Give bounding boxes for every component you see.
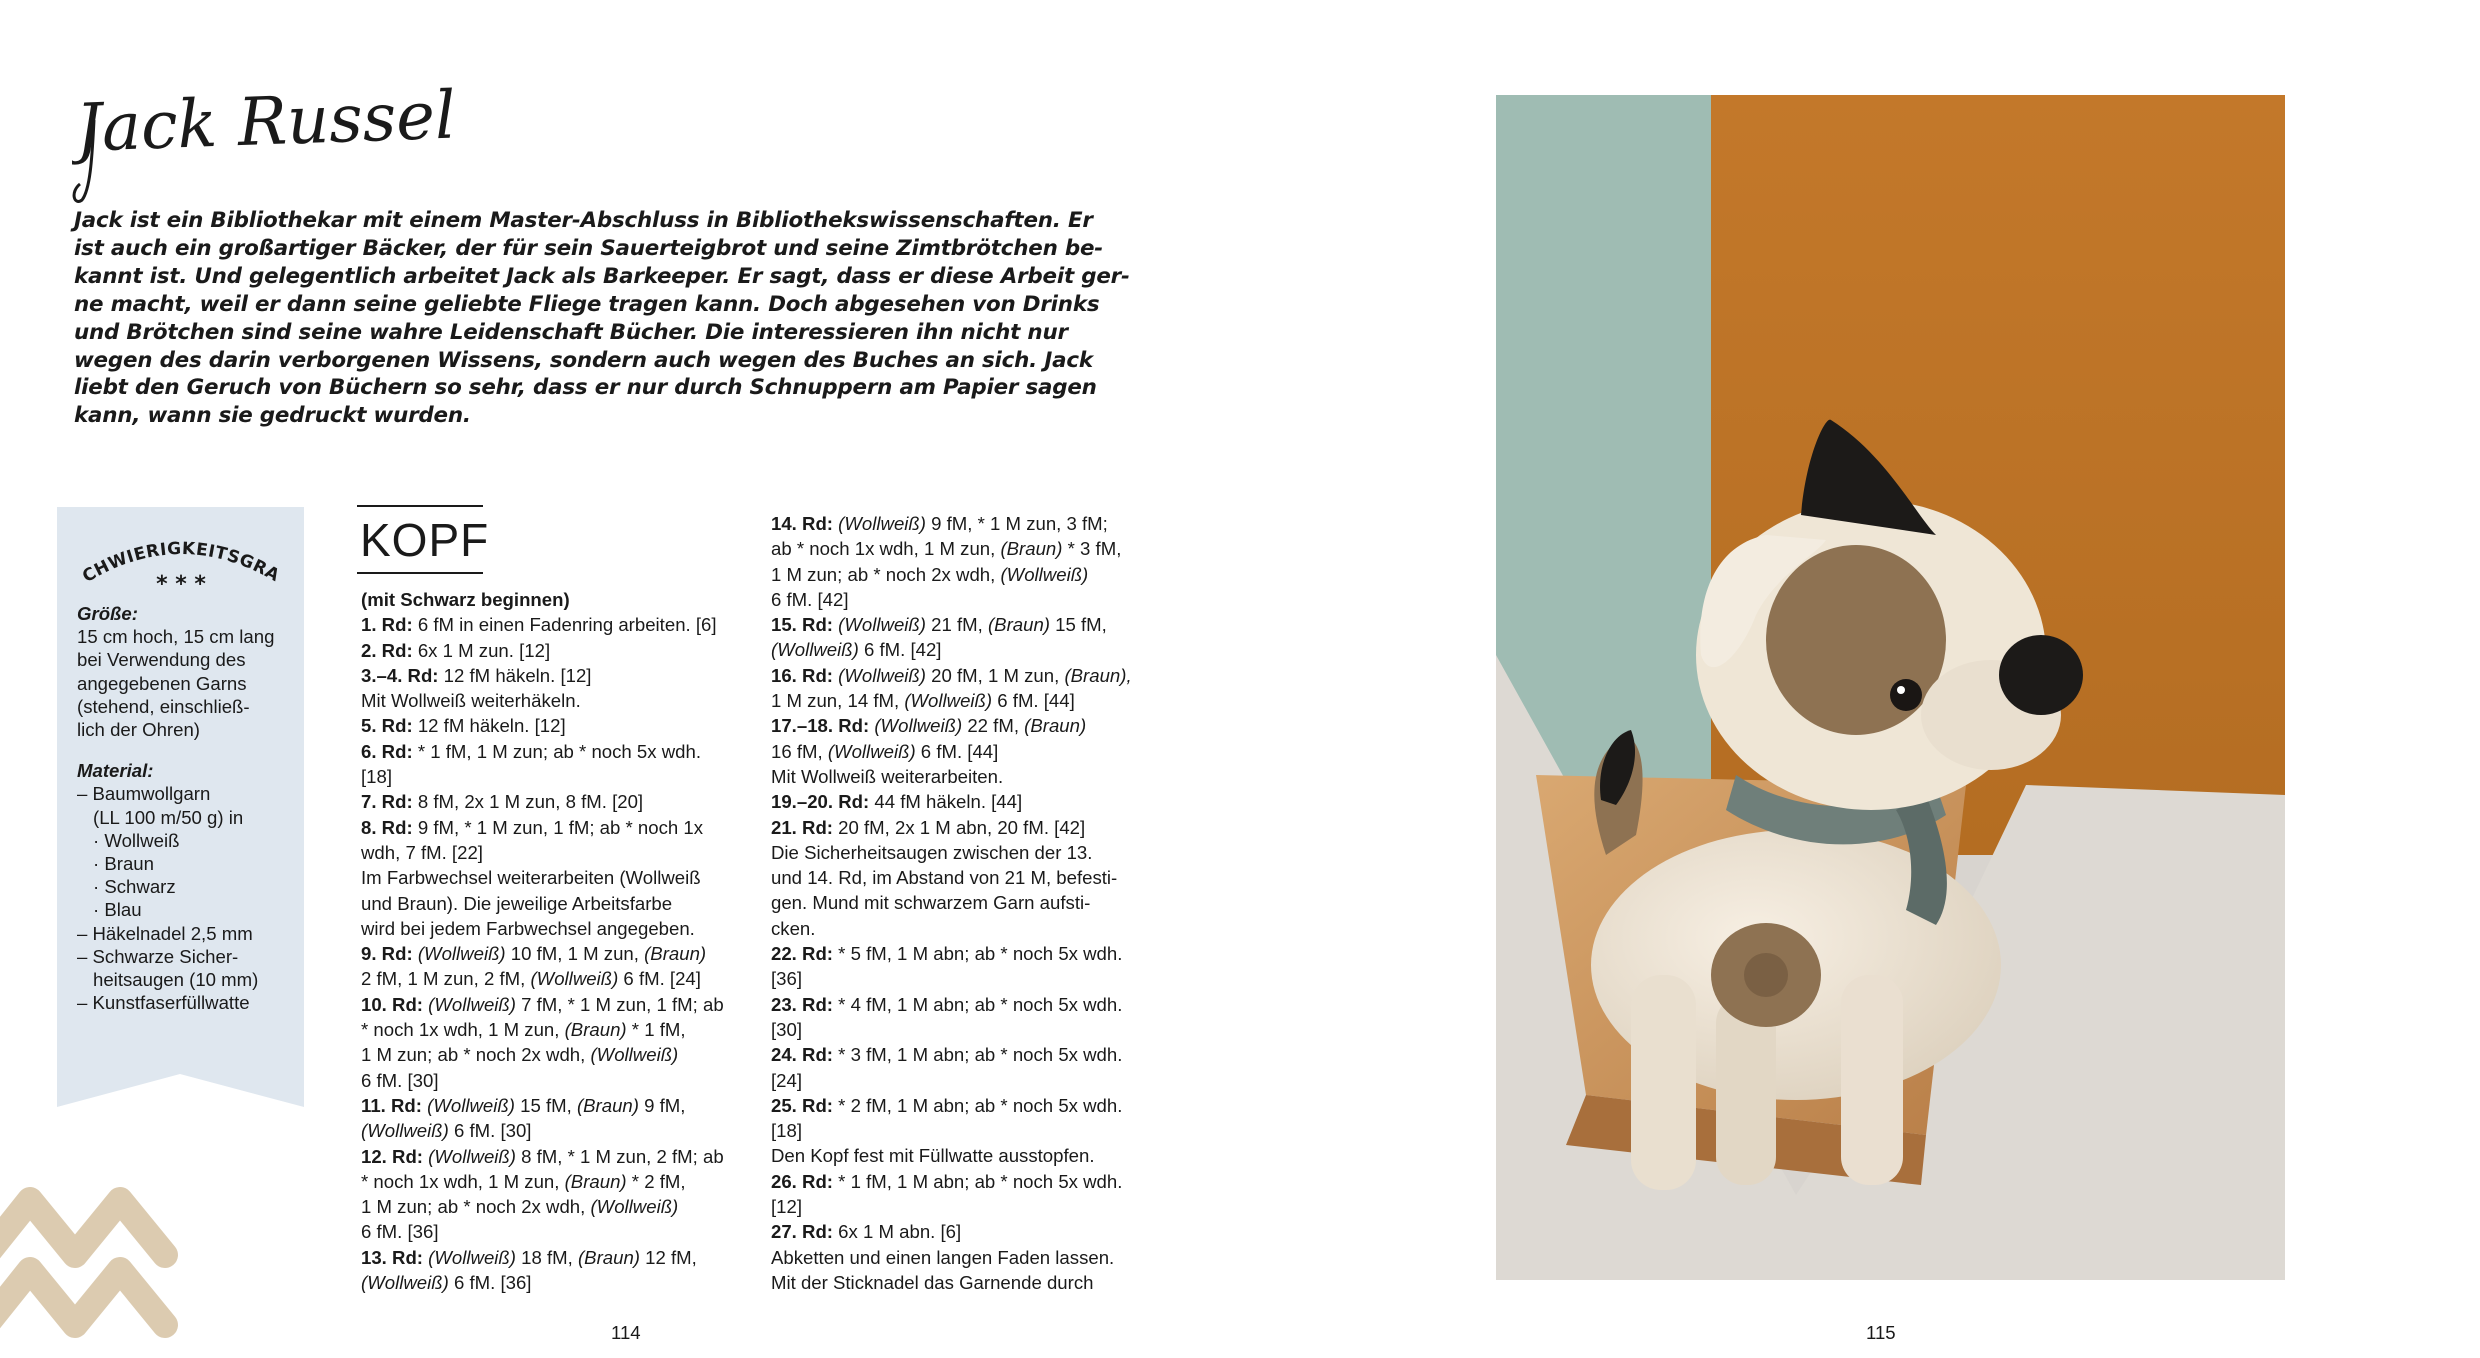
pattern-line xyxy=(771,1042,1161,1067)
color-note: (Wollweiß) xyxy=(428,1145,516,1167)
pattern-line xyxy=(771,1169,1161,1194)
size-line: lich der Ohren) xyxy=(77,719,200,741)
pattern-line xyxy=(361,840,751,865)
instruction-text: Den Kopf fest mit Füllwatte ausstopfen. xyxy=(771,1145,1095,1167)
instruction-text: 12 fM häkeln. [12] xyxy=(412,715,566,737)
round-label: 8. Rd: xyxy=(361,816,413,838)
pattern-line xyxy=(771,1245,1161,1270)
instruction-text: 20 fM, 2x 1 M abn, 20 fM. [42] xyxy=(833,816,1086,838)
instruction-text: cken. xyxy=(771,917,816,939)
material-item: (LL 100 m/50 g) in xyxy=(93,806,244,828)
round-label: 25. Rd: xyxy=(771,1094,833,1116)
instruction-text: * 1 fM, xyxy=(626,1019,686,1041)
pattern-line xyxy=(771,865,1161,890)
color-note: (Wollweiß) xyxy=(904,690,993,712)
color-note: (Wollweiß) xyxy=(590,1044,679,1066)
instruction-text: 44 fM häkeln. [44] xyxy=(869,791,1023,813)
pattern-line xyxy=(771,562,1161,587)
instruction-text: 7 fM, * 1 M zun, 1 fM; ab xyxy=(515,993,724,1015)
color-note: (Braun), xyxy=(1064,664,1132,686)
instruction-text: 6 fM. [44] xyxy=(992,690,1075,712)
size-line: bei Verwendung des xyxy=(77,649,246,671)
pattern-line xyxy=(361,612,751,637)
pattern-column-1 xyxy=(361,587,751,1295)
pattern-line xyxy=(361,1118,751,1143)
round-label: 3.–4. Rd: xyxy=(361,664,439,686)
round-label: 26. Rd: xyxy=(771,1170,833,1192)
color-note: (Wollweiß) xyxy=(838,614,926,636)
page-title xyxy=(72,60,492,210)
zigzag-ornament xyxy=(0,1180,200,1345)
color-note: (Braun) xyxy=(564,1170,627,1192)
color-note: (Braun) xyxy=(1024,715,1087,737)
intro-line: Jack ist ein Bibliothekar mit einem Master-Abschluss in Bibliothekswissenschaften. Er xyxy=(74,208,1093,233)
pattern-line xyxy=(771,1017,1161,1042)
round-label: 2. Rd: xyxy=(361,639,413,661)
pattern-line xyxy=(361,1017,751,1042)
pattern-line xyxy=(771,941,1161,966)
material-item: · Braun xyxy=(93,853,154,875)
instruction-text: 1 M zun; ab * noch 2x wdh, xyxy=(361,1196,591,1218)
instruction-text: 6 fM. [30] xyxy=(448,1120,532,1142)
pattern-line xyxy=(771,739,1161,764)
instruction-text: 21 fM, xyxy=(925,614,988,636)
pattern-line xyxy=(361,916,751,941)
round-label: 13. Rd: xyxy=(361,1246,423,1268)
color-note: (Wollweiß) xyxy=(827,740,916,762)
round-label: 6. Rd: xyxy=(361,740,413,762)
pattern-line xyxy=(361,638,751,663)
instruction-text: 6 fM in einen Fadenring arbeiten. [6] xyxy=(412,614,717,636)
instruction-text: Mit Wollweiß weiterarbeiten. xyxy=(771,765,1004,787)
size-line: (stehend, einschließ- xyxy=(77,695,250,717)
pattern-line xyxy=(361,941,751,966)
pattern-line xyxy=(361,891,751,916)
size-lines xyxy=(77,625,302,741)
color-note: (Wollweiß) xyxy=(874,715,963,737)
instruction-text: 8 fM, 2x 1 M zun, 8 fM. [20] xyxy=(412,791,644,813)
pattern-line xyxy=(771,1093,1161,1118)
round-label: 24. Rd: xyxy=(771,1044,833,1066)
color-note: (Wollweiß) xyxy=(428,993,516,1015)
instruction-text: [30] xyxy=(771,1018,803,1040)
round-label: 1. Rd: xyxy=(361,614,413,636)
round-label: 12. Rd: xyxy=(361,1145,423,1167)
color-note: (Braun) xyxy=(577,1246,640,1268)
color-note: (Wollweiß) xyxy=(428,1246,516,1268)
instruction-text: [24] xyxy=(771,1069,803,1091)
instruction-text: 6 fM. [36] xyxy=(361,1221,439,1243)
pattern-line xyxy=(771,612,1161,637)
round-label: (mit Schwarz beginnen) xyxy=(361,589,570,610)
heading-rule-bottom xyxy=(357,572,483,574)
instruction-text: wird bei jedem Farbwechsel angegeben. xyxy=(361,917,695,939)
pattern-line xyxy=(771,1143,1161,1168)
pattern-line xyxy=(771,916,1161,941)
material-item: · Schwarz xyxy=(93,876,176,898)
difficulty-label: CHWIERIGKEITSGRA xyxy=(79,538,283,587)
instruction-text: 9 fM, xyxy=(638,1094,686,1116)
size-heading: Größe: xyxy=(77,603,138,624)
instruction-text: 6 fM. [36] xyxy=(448,1272,532,1294)
instruction-text: 16 fM, xyxy=(771,740,828,762)
intro-line: kannt ist. Und gelegentlich arbeitet Jack als Barkeeper. Er sagt, dass er diese Arbeit ger- xyxy=(74,263,1130,289)
color-note: (Braun) xyxy=(644,943,707,965)
material-item: · Blau xyxy=(93,899,142,921)
round-label: 5. Rd: xyxy=(361,715,413,737)
color-note: (Wollweiß) xyxy=(590,1196,679,1218)
intro-line: ist auch ein großartiger Bäcker, der für sein Sauerteigbrot und seine Zimtbrötchen be- xyxy=(74,235,1103,261)
pattern-line xyxy=(771,890,1161,915)
instruction-text: [18] xyxy=(771,1120,803,1142)
instruction-text: und 14. Rd, im Abstand von 21 M, befesti- xyxy=(771,867,1118,889)
round-label: 9. Rd: xyxy=(361,943,413,965)
round-label: 22. Rd: xyxy=(771,943,833,965)
instruction-text: 6x 1 M zun. [12] xyxy=(412,639,551,661)
round-label: 19.–20. Rd: xyxy=(771,791,870,813)
pattern-line xyxy=(771,815,1161,840)
instruction-text: wdh, 7 fM. [22] xyxy=(361,841,483,863)
instruction-text: 12 fM, xyxy=(640,1246,697,1268)
pattern-line xyxy=(771,511,1161,536)
instruction-text: 10 fM, 1 M zun, xyxy=(505,943,645,965)
pattern-line xyxy=(771,966,1161,991)
pattern-line xyxy=(361,1169,751,1194)
instruction-text: 9 fM, * 1 M zun, 3 fM; xyxy=(925,513,1108,534)
pattern-line xyxy=(361,739,751,764)
pattern-line xyxy=(361,1245,751,1270)
pattern-line xyxy=(361,764,751,789)
pattern-line xyxy=(771,1219,1161,1244)
pattern-line xyxy=(361,713,751,738)
intro-line: liebt den Geruch von Büchern so sehr, dass er nur durch Schnuppern am Papier sagen xyxy=(74,375,1097,401)
pattern-line xyxy=(771,1194,1161,1219)
material-item: – Baumwollgarn xyxy=(77,783,211,805)
pattern-line xyxy=(361,1093,751,1118)
photo-mint-wall xyxy=(1496,95,1711,795)
section-heading: KOPF xyxy=(360,514,490,566)
instruction-text: * 3 fM, 1 M abn; ab * noch 5x wdh. xyxy=(833,1044,1123,1066)
color-note: (Wollweiß) xyxy=(361,1120,449,1142)
color-note: (Wollweiß) xyxy=(838,513,926,534)
material-item: heitsaugen (10 mm) xyxy=(93,969,259,991)
pattern-line xyxy=(361,587,751,612)
heading-rule-top xyxy=(357,505,483,507)
instruction-text: 6x 1 M abn. [6] xyxy=(833,1221,962,1243)
pattern-line xyxy=(361,966,751,991)
material-item: · Wollweiß xyxy=(93,829,180,851)
instruction-text: 20 fM, 1 M zun, xyxy=(925,664,1065,686)
size-line: angegebenen Garns xyxy=(77,672,247,694)
page-number-left: 114 xyxy=(611,1322,641,1343)
instruction-text: 15 fM, xyxy=(1050,614,1107,636)
pattern-line xyxy=(361,1219,751,1244)
instruction-text: 6 fM. [42] xyxy=(858,639,942,661)
pattern-line xyxy=(771,992,1161,1017)
pattern-line xyxy=(361,1042,751,1067)
pattern-line xyxy=(361,1270,751,1295)
color-note: (Braun) xyxy=(564,1019,627,1041)
color-note: (Wollweiß) xyxy=(771,639,859,661)
round-label: 17.–18. Rd: xyxy=(771,715,870,737)
instruction-text: Mit der Sticknadel das Garnende durch xyxy=(771,1271,1094,1293)
instruction-text: * 2 fM, xyxy=(626,1170,686,1192)
instruction-text: 6 fM. [42] xyxy=(771,588,849,610)
color-note: (Wollweiß) xyxy=(427,1094,515,1116)
pattern-line xyxy=(771,1270,1161,1295)
instruction-text: 8 fM, * 1 M zun, 2 fM; ab xyxy=(515,1145,724,1167)
pattern-line xyxy=(771,663,1161,688)
info-sidebar xyxy=(57,507,304,1107)
instruction-text: 15 fM, xyxy=(514,1094,577,1116)
color-note: (Wollweiß) xyxy=(1000,563,1089,585)
crocheted-dog-photo xyxy=(1496,95,2285,1280)
intro-line: kann, wann sie gedruckt wurden. xyxy=(74,403,471,429)
color-note: (Braun) xyxy=(1000,538,1063,560)
pattern-line xyxy=(361,688,751,713)
instruction-text: 12 fM häkeln. [12] xyxy=(438,664,592,686)
material-item: – Kunstfaserfüllwatte xyxy=(77,992,250,1014)
intro-line: ne macht, weil er dann seine geliebte Fliege tragen kann. Doch abgesehen von Drinks xyxy=(74,291,1100,317)
pattern-line xyxy=(771,637,1161,662)
pattern-line xyxy=(361,1068,751,1093)
intro-paragraph xyxy=(74,207,1130,430)
pattern-line xyxy=(771,713,1161,738)
color-note: (Wollweiß) xyxy=(361,1272,449,1294)
instruction-text: [12] xyxy=(771,1196,803,1218)
round-label: 15. Rd: xyxy=(771,614,833,636)
instruction-text: Mit Wollweiß weiterhäkeln. xyxy=(361,690,581,712)
instruction-text: Die Sicherheitsaugen zwischen der 13. xyxy=(771,841,1093,863)
pattern-line xyxy=(771,789,1161,814)
round-label: 16. Rd: xyxy=(771,664,833,686)
instruction-text: 6 fM. [24] xyxy=(618,968,701,990)
instruction-text: 22 fM, xyxy=(962,715,1025,737)
instruction-text: ab * noch 1x wdh, 1 M zun, xyxy=(771,538,1001,560)
instruction-text: [18] xyxy=(361,766,393,788)
instruction-text: * 5 fM, 1 M abn; ab * noch 5x wdh. xyxy=(833,943,1123,965)
color-note: (Wollweiß) xyxy=(838,664,926,686)
instruction-text: [36] xyxy=(771,968,803,990)
instruction-text: 9 fM, * 1 M zun, 1 fM; ab * noch 1x xyxy=(412,816,704,838)
instruction-text: 1 M zun, 14 fM, xyxy=(771,690,905,712)
pattern-line xyxy=(361,1194,751,1219)
round-label: 23. Rd: xyxy=(771,993,833,1015)
pattern-line xyxy=(771,1068,1161,1093)
round-label: 27. Rd: xyxy=(771,1221,833,1243)
instruction-text: 1 M zun; ab * noch 2x wdh, xyxy=(771,563,1001,585)
instruction-text: gen. Mund mit schwarzem Garn aufsti- xyxy=(771,892,1091,914)
instruction-text: * 1 fM, 1 M zun; ab * noch 5x wdh. xyxy=(412,740,702,762)
instruction-text: * noch 1x wdh, 1 M zun, xyxy=(361,1019,565,1041)
page-number-right: 115 xyxy=(1866,1322,1896,1343)
instruction-text: * 1 fM, 1 M abn; ab * noch 5x wdh. xyxy=(833,1170,1123,1192)
pattern-line xyxy=(361,992,751,1017)
round-label: 7. Rd: xyxy=(361,791,413,813)
pattern-line xyxy=(771,840,1161,865)
pattern-line xyxy=(361,865,751,890)
instruction-text: 6 fM. [44] xyxy=(915,740,999,762)
difficulty-stars: * * * xyxy=(156,572,206,597)
pattern-line xyxy=(361,815,751,840)
pattern-line xyxy=(361,1144,751,1169)
sidebar-text xyxy=(77,602,302,1014)
pattern-line xyxy=(361,663,751,688)
pattern-line xyxy=(771,1118,1161,1143)
instruction-text: 1 M zun; ab * noch 2x wdh, xyxy=(361,1044,591,1066)
instruction-text: 2 fM, 1 M zun, 2 fM, xyxy=(361,968,531,990)
instruction-text: * 2 fM, 1 M abn; ab * noch 5x wdh. xyxy=(833,1094,1123,1116)
material-heading: Material: xyxy=(77,760,154,782)
instruction-text: 6 fM. [30] xyxy=(361,1069,439,1091)
intro-line: und Brötchen sind seine wahre Leidenschaft Bücher. Die interessieren ihn nicht nur xyxy=(74,319,1068,345)
instruction-text: * 3 fM, xyxy=(1062,538,1122,560)
intro-line: wegen des darin verborgenen Wissens, sondern auch wegen des Buches an sich. Jack xyxy=(74,347,1093,373)
pattern-line xyxy=(771,536,1161,561)
title-text: Jack Russel xyxy=(74,76,461,167)
pattern-line xyxy=(361,789,751,814)
color-note: (Wollweiß) xyxy=(417,943,506,965)
size-line: 15 cm hoch, 15 cm lang xyxy=(77,626,275,648)
material-item: – Schwarze Sicher- xyxy=(77,945,239,967)
instruction-text: * 4 fM, 1 M abn; ab * noch 5x wdh. xyxy=(833,993,1123,1015)
difficulty-badge xyxy=(65,523,297,613)
pattern-line xyxy=(771,587,1161,612)
instruction-text: * noch 1x wdh, 1 M zun, xyxy=(361,1170,565,1192)
instruction-text: Abketten und einen langen Faden lassen. xyxy=(771,1246,1115,1268)
material-item: – Häkelnadel 2,5 mm xyxy=(77,922,253,944)
round-label: 21. Rd: xyxy=(771,816,833,838)
color-note: (Braun) xyxy=(576,1094,639,1116)
material-list xyxy=(77,782,302,1014)
instruction-text: 18 fM, xyxy=(515,1246,578,1268)
round-label: 11. Rd: xyxy=(361,1094,422,1116)
pattern-line xyxy=(771,688,1161,713)
instruction-text: und Braun). Die jeweilige Arbeitsfarbe xyxy=(361,892,673,914)
pattern-column-2 xyxy=(771,511,1161,1295)
round-label: 14. Rd: xyxy=(771,513,833,534)
color-note: (Braun) xyxy=(987,614,1050,636)
round-label: 10. Rd: xyxy=(361,993,423,1015)
pattern-line xyxy=(771,764,1161,789)
color-note: (Wollweiß) xyxy=(530,968,619,990)
instruction-text: Im Farbwechsel weiterarbeiten (Wollweiß xyxy=(361,867,701,889)
